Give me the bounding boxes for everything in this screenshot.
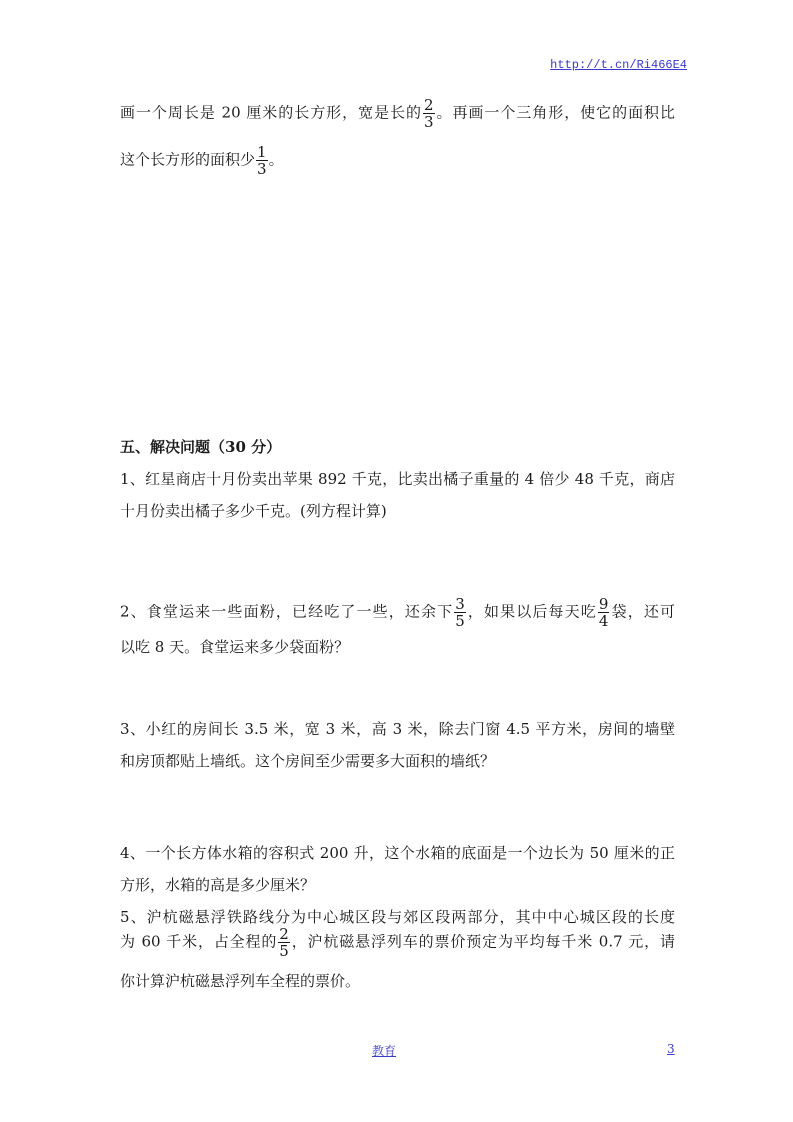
- fraction-two-fifths: [278, 926, 290, 959]
- q2-line-1: [120, 596, 675, 629]
- numerator: 2: [423, 96, 434, 114]
- numerator: 3: [455, 595, 465, 613]
- text: 为 60 千米，占全程的: [120, 932, 278, 951]
- denominator: 5: [455, 612, 465, 630]
- fraction-two-thirds: [423, 97, 435, 130]
- text: 这个长方形的面积少: [120, 150, 256, 169]
- denominator: 3: [423, 113, 434, 131]
- text: ，如果以后每天吃: [466, 602, 597, 621]
- q3-line-1: 3、小红的房间长 3.5 米，宽 3 米，高 3 米，除去门窗 4.5 平方米，房间的墙壁: [120, 720, 675, 738]
- q1-line-2: 十月份卖出橘子多少千克。(列方程计算): [120, 502, 387, 520]
- text: ，沪杭磁悬浮列车的票价预定为平均每千米 0.7 元，请: [290, 932, 675, 951]
- text: 。: [268, 150, 284, 169]
- text: 袋，还可: [610, 602, 675, 621]
- denominator: 5: [279, 942, 289, 960]
- q4-line-1: 4、一个长方体水箱的容积式 200 升，这个水箱的底面是一个边长为 50 厘米的正: [120, 844, 675, 862]
- q5-line-2: [120, 926, 675, 959]
- drawing-task-line-1: [120, 97, 675, 130]
- numerator: 9: [598, 595, 609, 613]
- fraction-three-fifths: [454, 596, 466, 629]
- section-5-title: 五、解决问题（30 分）: [120, 438, 282, 456]
- numerator: 2: [279, 925, 289, 943]
- q3-line-2: 和房顶都贴上墙纸。这个房间至少需要多大面积的墙纸？: [120, 752, 496, 770]
- denominator: 3: [257, 160, 267, 178]
- q2-line-2: 以吃 8 天。食堂运来多少袋面粉？: [120, 638, 350, 656]
- numerator: 1: [257, 143, 267, 161]
- q4-line-2: 方形，水箱的高是多少厘米？: [120, 876, 316, 894]
- page-number[interactable]: 3: [667, 1042, 675, 1056]
- footer-link[interactable]: 教育: [372, 1044, 397, 1058]
- drawing-task-line-2: [120, 144, 675, 177]
- denominator: 4: [598, 612, 609, 630]
- q1-line-1: 1、红星商店十月份卖出苹果 892 千克，比卖出橘子重量的 4 倍少 48 千克，商店: [120, 470, 675, 488]
- text: 。再画一个三角形，使它的面积比: [435, 103, 675, 122]
- text: 画一个周长是 20 厘米的长方形，宽是长的: [120, 103, 422, 122]
- fraction-one-third: [256, 144, 268, 177]
- fraction-nine-fourths: [598, 596, 610, 629]
- q5-line-1: 5、沪杭磁悬浮铁路线分为中心城区段与郊区段两部分，其中中心城区段的长度: [120, 908, 675, 926]
- q5-line-3: 你计算沪杭磁悬浮列车全程的票价。: [120, 972, 361, 990]
- header-link[interactable]: http://t.cn/Ri466E4: [550, 58, 687, 72]
- text: 2、食堂运来一些面粉，已经吃了一些，还余下: [120, 602, 454, 621]
